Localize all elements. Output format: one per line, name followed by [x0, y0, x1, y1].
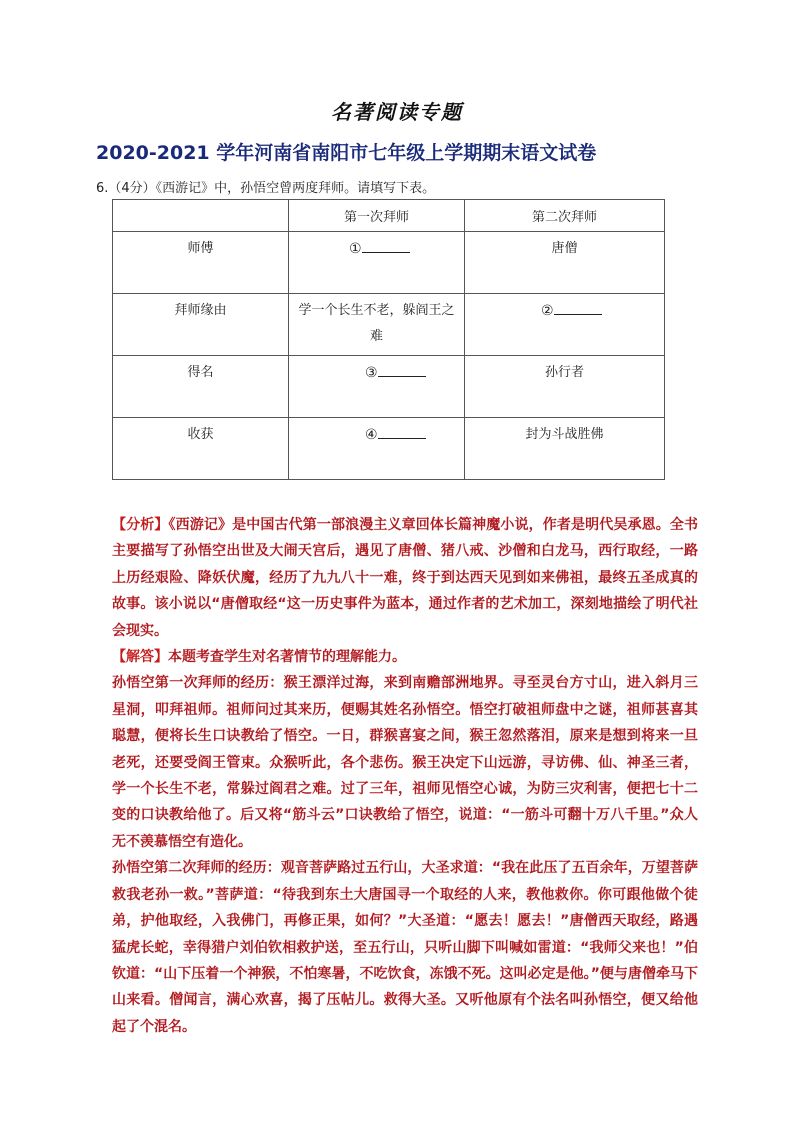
table-row [113, 294, 665, 356]
blank-cell [289, 418, 465, 480]
analysis-paragraph [112, 512, 698, 644]
blank-number: ① [349, 241, 362, 257]
blank-number: ② [541, 303, 554, 319]
table-row [113, 232, 665, 294]
blank-cell [289, 232, 465, 294]
table-header-cell: 第一次拜师 [289, 200, 465, 232]
table-row [113, 418, 665, 480]
blank-line [554, 302, 602, 315]
table-cell: 唐僧 [465, 232, 665, 294]
table-header-cell: 第二次拜师 [465, 200, 665, 232]
blank-line [378, 364, 426, 377]
blank-number: ④ [365, 427, 378, 443]
blank-line [378, 426, 426, 439]
table-header-row [113, 200, 665, 232]
table-cell: 封为斗战胜佛 [465, 418, 665, 480]
second-apprenticeship-paragraph: 孙悟空第二次拜师的经历：观音菩萨路过五行山，大圣求道：“我在此压了五百余年，万望菩萨救我老孙一救。”菩萨道：“待我到东土大唐国寻一个取经的人来，教他救你。你可跟他做个徒弟，护他取经，入我佛门，再修正果，如何？”大圣道：“愿去！愿去！”唐僧西天取经，路遇猛虎长蛇，幸得猎户刘伯钦相救护送，至五行山，只听山脚下叫喊如雷道：“我师父来也！”伯钦道：“山下压着一个神猴，不怕寒暑，不吃饮食，冻饿不死。这叫必定是他。”便与唐僧牵马下山来看。僧闻言，满心欢喜，揭了压帖儿。救得大圣。又听他原有个法名叫孙悟空，便又给他起了个混名。 [112, 860, 698, 1035]
analysis-text: 《西游记》是中国古代第一部浪漫主义章回体长篇神魔小说，作者是明代吴承恩。全书主要描写了孙悟空出世及大闹天宫后，遇见了唐僧、猪八戒、沙僧和白龙马，西行取经，一路上历经艰险、降妖伏魔，经历了九九八十一难，终于到达西天见到如来佛祖，最终五圣成真的故事。该小说以“唐僧取经“这一历史事件为蓝本，通过作者的艺术加工，深刻地描绘了明代社会现实。 [112, 517, 699, 639]
blank-line [362, 240, 410, 253]
blank-cell [289, 356, 465, 418]
paper-title: 2020-2021 学年河南省南阳市七年级上学期期末语文试卷 [96, 142, 597, 164]
table-header-cell [113, 200, 289, 232]
solution-paragraph [112, 644, 698, 670]
solution-tag: 【解答】 [112, 649, 168, 666]
blank-cell [465, 294, 665, 356]
question-text: 6.（4分）《西游记》中，孙悟空曾两度拜师。请填写下表。 [96, 181, 436, 196]
answer-table [112, 199, 665, 480]
row-label: 师傅 [113, 232, 289, 294]
row-label: 收获 [113, 418, 289, 480]
table-cell: 学一个长生不老，躲阎王之难 [289, 294, 465, 356]
table-row [113, 356, 665, 418]
row-label: 拜师缘由 [113, 294, 289, 356]
first-apprenticeship-paragraph: 孙悟空第一次拜师的经历：猴王漂洋过海，来到南赡部洲地界。寻至灵台方寸山，进入斜月三星洞，叩拜祖师。祖师问过其来历，便赐其姓名孙悟空。悟空打破祖师盘中之谜，祖师甚喜其聪慧，便将长生口诀教给了悟空。一日，群猴喜宴之间，猴王忽然落泪，原来是想到将来一旦老死，还要受阎王管束。众猴听此，各个悲伤。猴王决定下山远游，寻访佛、仙、神圣三者，学一个长生不老，常躲过阎君之难。过了三年，祖师见悟空心诚，为防三灾利害，便把七十二变的口诀教给他了。后又将“筋斗云”口诀教给了悟空，说道：“一筋斗可翻十万八千里。”众人无不羡慕悟空有造化。 [112, 675, 698, 850]
table-cell: 孙行者 [465, 356, 665, 418]
blank-number: ③ [365, 365, 378, 381]
page-title: 名著阅读专题 [331, 100, 463, 124]
solution-text: 本题考查学生对名著情节的理解能力。 [168, 649, 406, 666]
analysis-tag: 【分析】 [112, 517, 169, 533]
answer-section [112, 512, 698, 1040]
row-label: 得名 [113, 356, 289, 418]
